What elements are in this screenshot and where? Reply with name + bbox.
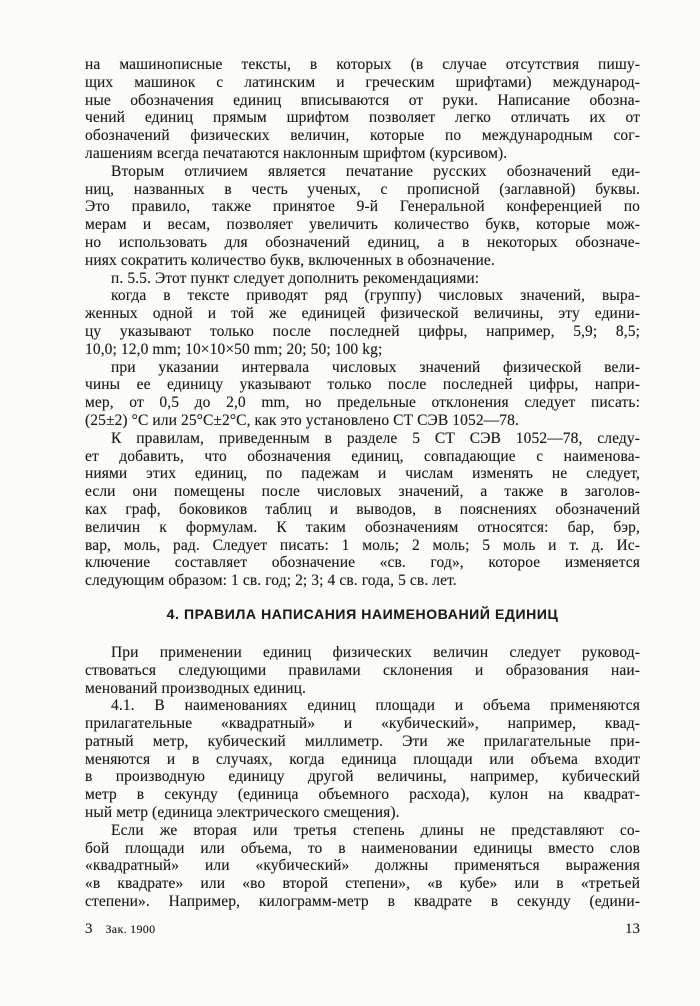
page-text-block: [85, 56, 640, 911]
body-text-upper: [85, 56, 640, 590]
text-line: ный метр (единица электрического смещения).: [85, 804, 400, 822]
text-line: При применении единиц физических величин следует руковод-: [111, 643, 640, 661]
paragraph: [85, 359, 640, 430]
text-line: в производную единицу другой величины, например, кубический: [85, 768, 640, 786]
paragraph: [85, 644, 640, 697]
text-line: «в квадрате» или «во второй степени», «в кубе» или в «третьей: [85, 875, 640, 893]
text-line: но использовать для обозначений единиц, а в некоторых обозначе-: [85, 233, 640, 251]
text-line: (25±2) °C или 25°C±2°C, как это установлено СТ СЭВ 1052—78.: [85, 411, 519, 429]
text-line: ниях сократить количество букв, включенных в обозначение.: [85, 251, 495, 269]
text-line: следующим образом: 1 св. год; 2; 3; 4 св. года, 5 св. лет.: [85, 572, 457, 590]
text-line: ключение составляет обозначение «св. год», которое изменяется: [85, 554, 640, 572]
text-line: цу указывают только после последней цифры, например, 5,9; 8,5;: [85, 322, 640, 340]
text-line: лашениям всегда печатаются наклонным шрифтом (курсивом).: [85, 144, 508, 162]
text-line: ниями этих единиц, по падежам и числам изменять не следует,: [85, 465, 640, 483]
printing-order-number: Зак. 1900: [105, 922, 156, 936]
text-line: ратный метр, кубический миллиметр. Эти же прилагательные при-: [85, 732, 640, 750]
text-line: мерам и весам, позволяет увеличить количество букв, которые мож-: [85, 216, 640, 234]
text-line: менований производных единиц.: [85, 679, 306, 697]
text-line: чений единиц прямым шрифтом позволяет легко отличать их от: [85, 109, 640, 127]
paragraph: [85, 697, 640, 822]
body-text-lower: [85, 644, 640, 911]
section-heading: 4. ПРАВИЛА НАПИСАНИЯ НАИМЕНОВАНИЙ ЕДИНИЦ: [166, 605, 559, 622]
page-footer: [85, 921, 640, 938]
text-line: щих машинок с латинским и греческим шрифтами) международ-: [85, 73, 640, 91]
text-line: Вторым отличием является печатание русских обозначений еди-: [111, 162, 640, 180]
paragraph: [85, 287, 640, 358]
text-line: на машинописные тексты, в которых (в случае отсутствия пишу-: [85, 56, 640, 73]
paragraph: [85, 430, 640, 590]
text-line: мер, от 0,5 до 2,0 mm, но предельные отклонения следует писать:: [85, 394, 640, 412]
text-line: женных одной и той же единицей физической величины, эту едини-: [85, 305, 640, 323]
text-line: бой площади или объема, то в наименовании единицы вместо слов: [85, 839, 640, 857]
text-line: ствоваться следующими правилами склонения и образования наи-: [85, 661, 640, 679]
text-line: при указании интервала числовых значений физической вели-: [111, 358, 640, 376]
text-line: К правилам, приведенным в разделе 5 СТ СЭВ 1052—78, следу-: [111, 429, 640, 447]
text-line: 4.1. В наименованиях единиц площади и объема применяются: [111, 697, 640, 715]
text-line: величин к формулам. К таким обозначениям относятся: бар, бэр,: [85, 518, 640, 536]
text-line: Если же вторая или третья степень длины не представляют со-: [111, 821, 640, 839]
text-line: прилагательные «квадратный» и «кубический», например, квад-: [85, 715, 640, 733]
text-line: ные обозначения единиц вписываются от руки. Написание обозна-: [85, 91, 640, 109]
text-line: ках граф, боковиков таблиц и выводов, в пояснениях обозначений: [85, 500, 640, 518]
text-line: метр в секунду (единица объемного расхода), кулон на квадрат-: [85, 786, 640, 804]
page-number: 13: [625, 921, 640, 937]
text-line: если они помещены после числовых значений, а также в заголов-: [85, 483, 640, 501]
paragraph: [85, 270, 640, 288]
text-line: вар, моль, рад. Следует писать: 1 моль; 2 моль; 5 моль и т. д. Ис-: [85, 536, 640, 554]
printer-mark: [85, 921, 155, 938]
text-line: ниц, названных в честь ученых, с прописной (заглавной) буквы.: [85, 180, 640, 198]
signature-number: 3: [85, 921, 93, 937]
text-line: ет добавить, что обозначения единиц, совпадающие с наименова-: [85, 447, 640, 465]
paragraph: [85, 163, 640, 270]
text-line: когда в тексте приводят ряд (группу) числовых значений, выра-: [111, 287, 640, 305]
text-line: меняются и в случаях, когда единица площади или объема входит: [85, 750, 640, 768]
text-line: 10,0; 12,0 mm; 10×10×50 mm; 20; 50; 100 kg;: [85, 340, 383, 358]
text-line: чины ее единицу указывают только после последней цифры, напри-: [85, 376, 640, 394]
paragraph: [85, 822, 640, 911]
text-line: Это правило, также принятое 9-й Генеральной конференцией по: [85, 198, 640, 216]
paragraph: [85, 56, 640, 163]
text-line: «квадратный» или «кубический» должны применяться выражения: [85, 857, 640, 875]
text-line: обозначений физических величин, которые по международным сог-: [85, 127, 640, 145]
text-line: п. 5.5. Этот пункт следует дополнить рекомендациями:: [111, 269, 480, 287]
text-line: степени». Например, килограмм-метр в квадрате в секунду (едини-: [85, 893, 640, 911]
